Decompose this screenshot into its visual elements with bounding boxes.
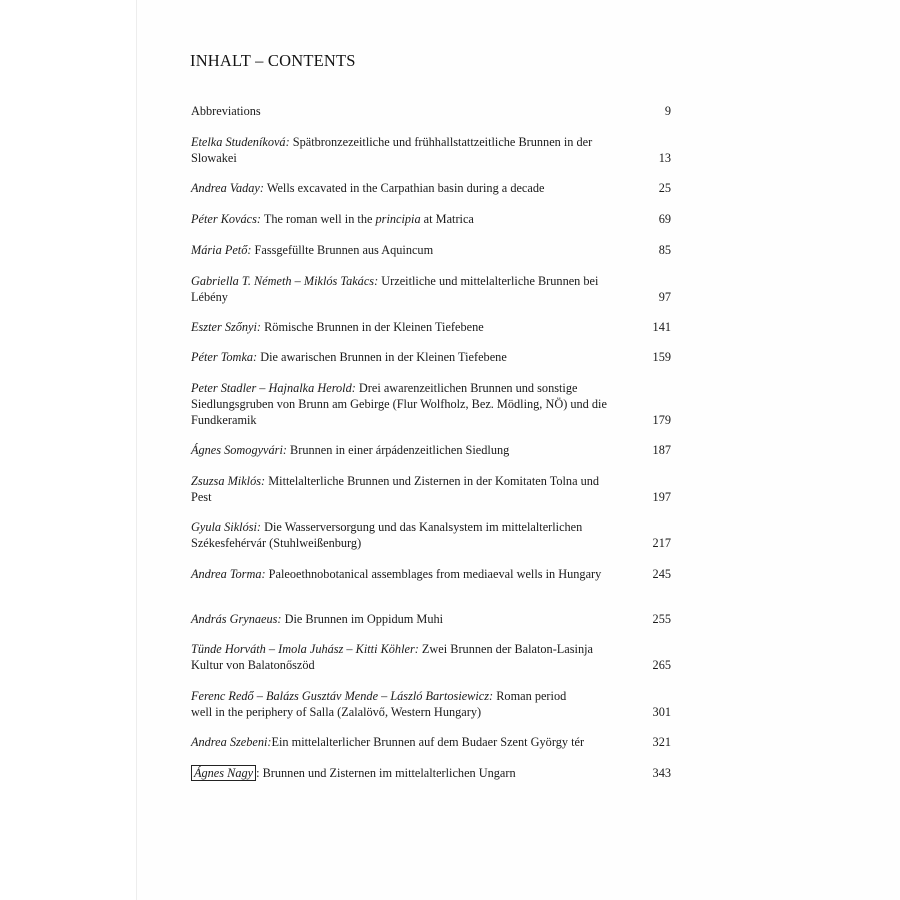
toc-title: Abbreviations <box>191 104 261 118</box>
toc-page-number: 197 <box>652 490 671 504</box>
toc-author: Gyula Siklósi: <box>191 520 262 534</box>
toc-title: Die awarischen Brunnen in der Kleinen Tiefebene <box>257 350 507 364</box>
toc-title: Mittelalterliche Brunnen und Zisternen in der Komitaten Tolna und Pest <box>191 474 600 504</box>
toc-entry <box>191 611 671 627</box>
toc-entry <box>191 765 671 781</box>
toc-title-rest: at Matrica <box>420 212 474 226</box>
toc-page-number: 179 <box>652 413 671 427</box>
toc-author: Ferenc Redő – Balázs Gusztáv Mende – László Bartosiewicz: <box>191 689 494 703</box>
toc-title: Spätbronzezeitliche und frühhallstattzeitliche Brunnen in der Slowakei <box>191 135 593 165</box>
toc-title: Die Brunnen im Oppidum Muhi <box>281 612 444 626</box>
toc-author: Gabriella T. Németh – Miklós Takács: <box>191 274 379 288</box>
toc-page-number: 25 <box>658 181 671 195</box>
toc-page-number: 255 <box>652 612 671 626</box>
toc-page-number: 321 <box>652 735 671 749</box>
toc-entry-abbreviations <box>191 103 671 119</box>
toc-entry <box>191 242 671 258</box>
toc-title-italic: principia <box>375 212 421 226</box>
toc-author: Etelka Studeníková: <box>191 135 290 149</box>
toc-author: Andrea Szebeni: <box>191 735 272 749</box>
toc-page-number: 69 <box>658 212 671 226</box>
toc-page-number: 245 <box>652 567 671 581</box>
toc-entry <box>191 211 671 227</box>
toc-author: Péter Tomka: <box>191 350 258 364</box>
toc-entry <box>191 319 671 335</box>
toc-page-number: 97 <box>658 290 671 304</box>
toc-page-number: 13 <box>658 151 671 165</box>
toc-entry <box>191 566 671 582</box>
toc-entry <box>191 273 671 305</box>
toc-title: Zwei Brunnen der Balaton-Lasinja Kultur von Balatonőszöd <box>191 642 593 672</box>
toc-title: Die Wasserversorgung und das Kanalsystem im mittelalterlichen Székesfehérvár (Stuhlweißenburg) <box>191 520 583 550</box>
toc-entry <box>191 349 671 365</box>
toc-page-number: 187 <box>652 443 671 457</box>
toc-author: Mária Pető: <box>191 243 252 257</box>
toc-author: Tünde Horváth – Imola Juhász – Kitti Köhler: <box>191 642 419 656</box>
toc-title: Urzeitliche und mittelalterliche Brunnen bei Lébény <box>191 274 599 304</box>
toc-page-number: 343 <box>652 766 671 780</box>
toc-page-number: 9 <box>664 104 671 118</box>
toc-title: Paleoethnobotanical assemblages from mediaeval wells in Hungary <box>265 567 602 581</box>
page-title: INHALT – CONTENTS <box>190 51 356 70</box>
toc-title: The roman well in the <box>261 212 376 226</box>
toc-author: András Grynaeus: <box>191 612 282 626</box>
toc-author: Ágnes Somogyvári: <box>191 443 287 457</box>
toc-entry <box>191 180 671 196</box>
toc-page-number: 301 <box>652 705 671 719</box>
toc-page-number: 265 <box>652 658 671 672</box>
toc-author: Andrea Torma: <box>191 567 266 581</box>
toc-entry <box>191 442 671 458</box>
toc-title: : Brunnen und Zisternen im mittelalterlichen Ungarn <box>256 766 516 780</box>
toc-author: Eszter Szőnyi: <box>191 320 262 334</box>
toc-author: Péter Kovács: <box>191 212 261 226</box>
toc-page-number: 141 <box>652 320 671 334</box>
toc-entry <box>191 641 671 673</box>
toc-title: Ein mittelalterlicher Brunnen auf dem Budaer Szent György tér <box>271 735 585 749</box>
toc-entry <box>191 380 671 428</box>
toc-title: Drei awarenzeitlichen Brunnen und sonstige Siedlungsgruben von Brunn am Gebirge (Flur Wolfholz, Bez. Mödling, NÖ) und die Fundkeramik <box>191 381 607 427</box>
toc-page-number: 85 <box>658 243 671 257</box>
toc-page-number: 159 <box>652 350 671 364</box>
toc-title: Fassgefüllte Brunnen aus Aquincum <box>251 243 434 257</box>
toc-title: Wells excavated in the Carpathian basin during a decade <box>263 181 545 195</box>
toc-entry <box>191 473 671 505</box>
page-margin <box>0 0 135 900</box>
toc-entry <box>191 134 671 166</box>
toc-title: Brunnen in einer árpádenzeitlichen Siedlung <box>286 443 510 457</box>
toc-title: Roman period well in the periphery of Salla (Zalalövő, Western Hungary) <box>191 689 567 719</box>
toc-page-number: 217 <box>652 536 671 550</box>
toc-entry <box>191 734 671 750</box>
toc-title: Römische Brunnen in der Kleinen Tiefebene <box>261 320 484 334</box>
toc-author: Zsuzsa Miklós: <box>191 474 266 488</box>
toc-author: Ágnes Nagy <box>191 765 256 781</box>
toc-author: Andrea Vaday: <box>191 181 264 195</box>
toc-entry <box>191 688 671 720</box>
toc-author: Peter Stadler – Hajnalka Herold: <box>191 381 356 395</box>
toc-entry <box>191 519 671 551</box>
